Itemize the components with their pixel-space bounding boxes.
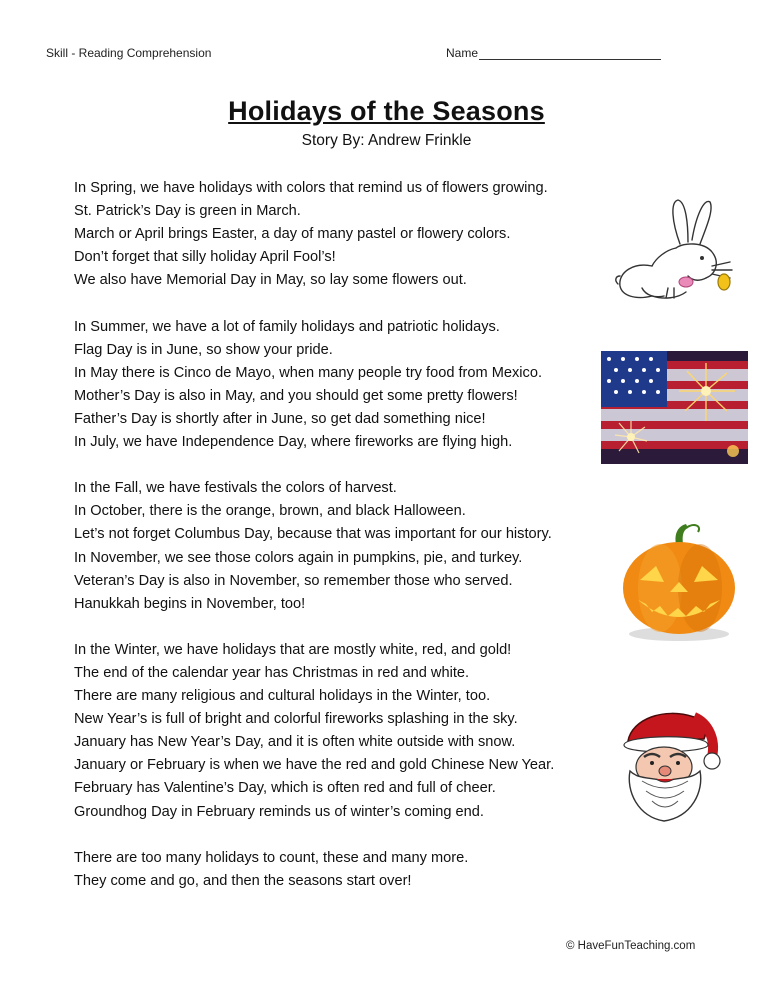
story-line: In October, there is the orange, brown, and black Halloween.: [74, 503, 466, 520]
name-label: Name: [446, 46, 479, 60]
name-blank-line[interactable]: [479, 47, 661, 60]
santa-claus-icon: [612, 705, 722, 823]
story-line: St. Patrick’s Day is green in March.: [74, 203, 301, 220]
story-line: There are many religious and cultural holidays in the Winter, too.: [74, 688, 491, 705]
flag-with-fireworks-icon: [601, 351, 748, 464]
story-line: Father’s Day is shortly after in June, so get dad something nice!: [74, 410, 486, 427]
story-line: We also have Memorial Day in May, so lay some flowers out.: [74, 272, 467, 289]
story-line: In the Fall, we have festivals the colors of harvest.: [74, 480, 397, 497]
story-line: In May there is Cinco de Mayo, when many people try food from Mexico.: [74, 364, 543, 381]
paragraph-fall: [74, 477, 614, 616]
story-line: In Summer, we have a lot of family holidays and patriotic holidays.: [74, 318, 500, 335]
paragraph-spring: [74, 177, 614, 292]
story-line: Flag Day is in June, so show your pride.: [74, 341, 333, 358]
story-line: New Year’s is full of bright and colorful fireworks splashing in the sky.: [74, 711, 518, 728]
story-line: In Spring, we have holidays with colors that remind us of flowers growing.: [74, 180, 548, 196]
paragraph-summer: [74, 316, 614, 455]
story-line: Mother’s Day is also in May, and you should get some pretty flowers!: [74, 387, 518, 404]
story-line: Let’s not forget Columbus Day, because that was important for our history.: [74, 526, 552, 543]
byline: Story By: Andrew Frinkle: [301, 132, 472, 149]
story-line: The end of the calendar year has Christmas in red and white.: [74, 664, 470, 681]
name-field: [446, 46, 661, 60]
story-line: Hanukkah begins in November, too!: [74, 595, 306, 612]
story-line: March or April brings Easter, a day of many pastel or flowery colors.: [74, 226, 511, 243]
page-title: Holidays of the Seasons: [228, 96, 545, 126]
story-line: Groundhog Day in February reminds us of winter’s coming end.: [74, 803, 484, 820]
story-line: Don’t forget that silly holiday April Fool’s!: [74, 249, 336, 266]
story-line: There are too many holidays to count, these and many more.: [74, 849, 469, 866]
copyright-footer: © HaveFunTeaching.com: [566, 940, 696, 952]
paragraph-winter: [74, 639, 614, 824]
story-line: They come and go, and then the seasons start over!: [74, 872, 412, 889]
story-line: In July, we have Independence Day, where fireworks are flying high.: [74, 434, 513, 451]
story-line: January has New Year’s Day, and it is often white outside with snow.: [74, 734, 516, 751]
story-line: January or February is when we have the red and gold Chinese New Year.: [74, 757, 555, 774]
story-body: [74, 177, 614, 916]
story-line: February has Valentine’s Day, which is often red and full of cheer.: [74, 780, 496, 797]
story-line: In the Winter, we have holidays that are mostly white, red, and gold!: [74, 641, 512, 658]
skill-label: Skill - Reading Comprehension: [46, 46, 212, 60]
story-line: In November, we see those colors again in pumpkins, pie, and turkey.: [74, 549, 523, 566]
bunny-with-egg-icon: [612, 192, 744, 304]
story-line: Veteran’s Day is also in November, so remember those who served.: [74, 572, 513, 589]
jack-o-lantern-icon: [620, 522, 738, 642]
paragraph-closing: [74, 847, 614, 893]
